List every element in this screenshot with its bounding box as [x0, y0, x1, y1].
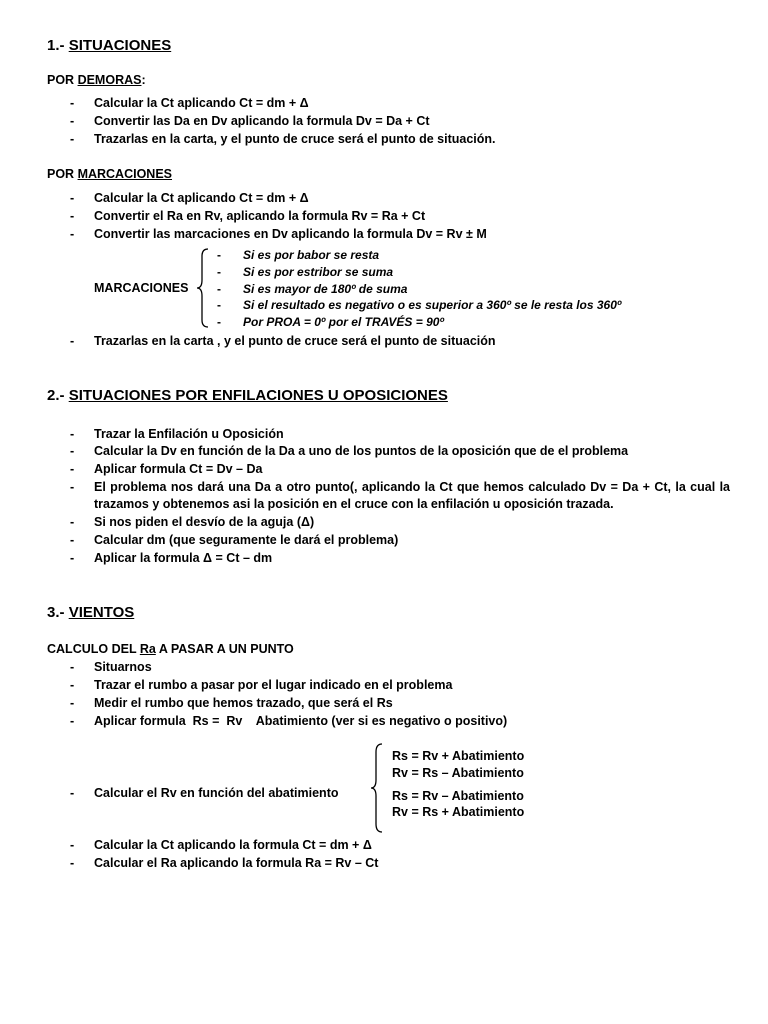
list-item: Calcular el Rv en función del abatimiento: [94, 786, 339, 800]
section2-number: 2.-: [47, 387, 69, 404]
list-item: Convertir el Ra en Rv, aplicando la formula Rv = Ra + Ct: [94, 209, 426, 223]
rule-dash: -: [217, 298, 221, 312]
list-dash: -: [70, 678, 75, 692]
list-dash: -: [70, 132, 75, 146]
section2-title: SITUACIONES POR ENFILACIONES U OPOSICIONES: [68, 387, 448, 404]
list-item: Situarnos: [94, 660, 152, 674]
formula: Rv = Rs + Abatimiento: [392, 805, 525, 819]
section1-title: SITUACIONES: [68, 37, 172, 54]
list-dash: -: [70, 334, 75, 348]
section2-heading: [47, 387, 448, 404]
list-dash: -: [70, 427, 75, 441]
list-dash: -: [70, 696, 75, 710]
list-item: Calcular la Ct aplicando Ct = dm + Δ: [94, 96, 309, 110]
rule-dash: -: [217, 315, 221, 329]
calculo-ra: Ra: [139, 642, 156, 656]
list-item: Trazar el rumbo a pasar por el lugar indicado en el problema: [94, 678, 453, 692]
list-dash: -: [70, 444, 75, 458]
left-brace-icon: [196, 248, 210, 328]
list-item: Calcular dm (que seguramente le dará el problema): [94, 533, 399, 547]
list-dash: -: [70, 96, 75, 110]
list-dash: -: [70, 660, 75, 674]
rule-item: Por PROA = 0º por el TRAVÉS = 90º: [243, 315, 444, 329]
list-item: Calcular la Ct aplicando Ct = dm + Δ: [94, 191, 309, 205]
list-item: Medir el rumbo que hemos trazado, que será el Rs: [94, 696, 393, 710]
list-dash: -: [70, 114, 75, 128]
list-dash: -: [70, 551, 75, 565]
demoras-subheading: [47, 73, 146, 87]
calculo-prefix: CALCULO DEL: [47, 642, 140, 656]
demoras-suffix: :: [141, 73, 146, 87]
list-item: Trazar la Enfilación u Oposición: [94, 427, 284, 441]
list-item: Aplicar formula Rs = Rv Abatimiento (ver si es negativo o positivo): [94, 714, 508, 728]
list-dash: -: [70, 856, 75, 870]
section1-heading: [47, 37, 171, 54]
rule-item: Si el resultado es negativo o es superior a 360º se le resta los 360º: [243, 298, 622, 312]
formula: Rs = Rv – Abatimiento: [392, 789, 524, 803]
section3-number: 3.-: [47, 604, 69, 621]
rule-dash: -: [217, 265, 221, 279]
rule-dash: -: [217, 248, 221, 262]
marcaciones-subheading: [47, 167, 172, 181]
section1-number: 1.-: [47, 37, 69, 54]
list-dash: -: [70, 227, 75, 241]
rule-dash: -: [217, 282, 221, 296]
list-dash: -: [70, 480, 75, 494]
formula: Rs = Rv + Abatimiento: [392, 749, 525, 763]
list-item: Calcular el Ra aplicando la formula Ra = Rv – Ct: [94, 856, 379, 870]
marcaciones-label: MARCACIONES: [77, 167, 173, 181]
list-dash: -: [70, 786, 75, 800]
list-item: Convertir las Da en Dv aplicando la formula Dv = Da + Ct: [94, 114, 430, 128]
marcaciones-group-label: MARCACIONES: [94, 281, 189, 295]
rule-item: Si es por estribor se suma: [243, 265, 394, 279]
section3-heading: [47, 604, 134, 621]
list-item: Trazarlas en la carta , y el punto de cruce será el punto de situación: [94, 334, 496, 348]
calculo-suffix: A PASAR A UN PUNTO: [155, 642, 294, 656]
formula: Rv = Rs – Abatimiento: [392, 766, 524, 780]
list-dash: -: [70, 209, 75, 223]
rule-item: Si es mayor de 180º de suma: [243, 282, 408, 296]
marcaciones-prefix: POR: [47, 167, 78, 181]
list-item: Aplicar la formula Δ = Ct – dm: [94, 551, 273, 565]
list-item: Si nos piden el desvío de la aguja (Δ): [94, 515, 315, 529]
list-dash: -: [70, 462, 75, 476]
list-dash: -: [70, 838, 75, 852]
left-brace-icon: [370, 743, 384, 833]
list-dash: -: [70, 191, 75, 205]
rule-item: Si es por babor se resta: [243, 248, 380, 262]
demoras-prefix: POR: [47, 73, 78, 87]
list-dash: -: [70, 515, 75, 529]
calculo-subheading: [47, 642, 294, 656]
demoras-label: DEMORAS: [77, 73, 142, 87]
list-item: Calcular la Dv en función de la Da a uno de los puntos de la oposición que de el problema: [94, 444, 629, 458]
list-item: El problema nos dará una Da a otro punto(, aplicando la Ct que hemos calculado Dv = Da + Ct, la cual la trazamos y obtenemos asi la posición en el cruce con la enfilación u oposición trazada.: [94, 480, 730, 511]
list-item: Aplicar formula Ct = Dv – Da: [94, 462, 263, 476]
list-item: Convertir las marcaciones en Dv aplicando la formula Dv = Rv ± M: [94, 227, 487, 241]
section3-title: VIENTOS: [68, 604, 135, 621]
list-dash: -: [70, 714, 75, 728]
list-item: Trazarlas en la carta, y el punto de cruce será el punto de situación.: [94, 132, 496, 146]
list-item: Calcular la Ct aplicando la formula Ct = dm + Δ: [94, 838, 372, 852]
list-dash: -: [70, 533, 75, 547]
